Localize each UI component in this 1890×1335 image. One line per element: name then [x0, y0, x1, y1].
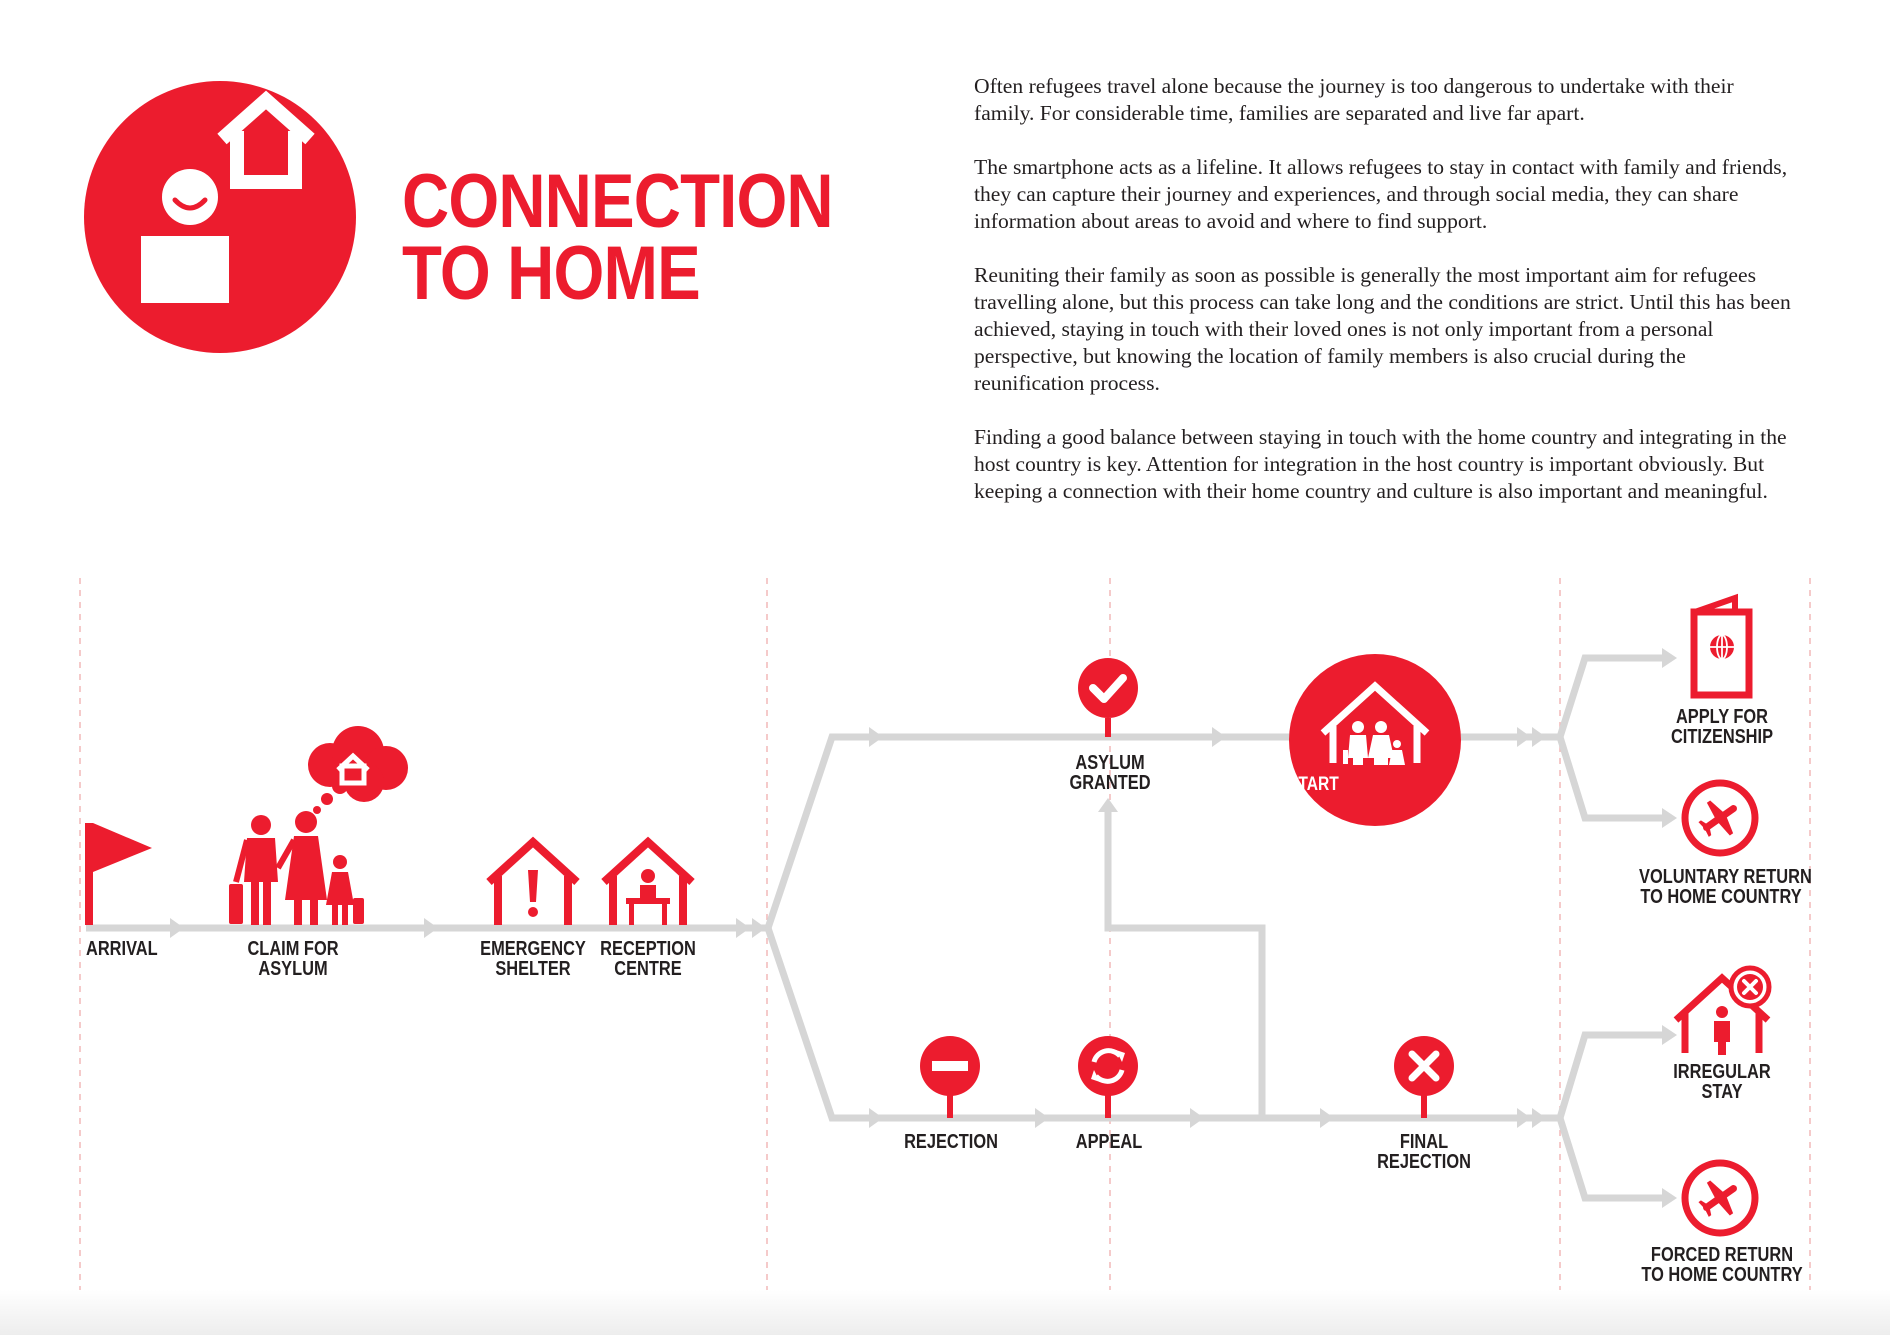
no-entry-icon: [920, 1036, 980, 1118]
label-irregular-line-2: STAY: [1701, 1081, 1743, 1103]
thought-bubble-house-icon: [308, 726, 408, 814]
title-line-1: CONNECTION: [402, 159, 833, 244]
label-forced-line-1: FORCED RETURN: [1650, 1244, 1794, 1266]
new-start-house-icon: [1289, 654, 1461, 826]
intro-paragraph: Reuniting their family as soon as possible is generally the most important aim for refugees travelling alone, but this process can take long and the conditions are strict. Until this has been achieved, staying in touch with their loved ones is not only important from a personal perspective, but knowing the location of family members is also crucial during the reunification process.: [974, 263, 1791, 395]
emergency-shelter-icon: [489, 842, 577, 925]
label-reception-line-1: RECEPTION: [600, 938, 696, 960]
label-granted-line-1: ASYLUM: [1075, 752, 1145, 774]
airplane-icon: [1685, 1163, 1755, 1233]
intro-paragraph: The smartphone acts as a lifeline. It allows refugees to stay in contact with family and friends, they can capture their journey and experiences, and through social media, they can share information about areas to avoid and where to find support.: [974, 155, 1788, 233]
label-asylum-granted: [1028, 753, 1192, 793]
reception-centre-icon: [604, 842, 692, 925]
label-voluntary-line-2: TO HOME COUNTRY: [1640, 886, 1802, 908]
page-bottom-edge: [0, 1290, 1890, 1335]
label-citizenship-line-1: APPLY FOR: [1675, 706, 1769, 728]
label-appeal-text: APPEAL: [1075, 1131, 1143, 1153]
x-icon: [1394, 1036, 1454, 1118]
label-reception-centre: [566, 939, 730, 979]
label-apply-for-citizenship: [1640, 707, 1804, 747]
label-shelter-line-2: SHELTER: [495, 958, 571, 980]
label-final-line-2: REJECTION: [1377, 1151, 1471, 1173]
label-granted-line-2: GRANTED: [1069, 772, 1151, 794]
passport-icon: [1694, 598, 1749, 695]
label-claim-line-1: CLAIM FOR: [247, 938, 339, 960]
airplane-icon: [1685, 783, 1755, 853]
title-line-2: TO HOME: [402, 231, 700, 316]
label-arrival-text: ARRIVAL: [86, 938, 158, 960]
intro-paragraph: Finding a good balance between staying in touch with the home country and integrating in the host country is key. Attention for integration in the host country is important obviously. But keeping a connection with their home country and culture is also important and meaningful.: [974, 425, 1787, 503]
flag-icon: [85, 823, 152, 925]
label-reception-line-2: CENTRE: [614, 958, 682, 980]
family-icon: [229, 811, 364, 925]
label-irregular-line-1: IRREGULAR: [1673, 1061, 1771, 1083]
label-shelter-line-1: EMERGENCY: [480, 938, 586, 960]
label-rejection: [869, 1132, 1033, 1152]
refresh-icon: [1078, 1036, 1138, 1118]
label-final-rejection: [1342, 1132, 1506, 1172]
label-final-line-1: FINAL: [1399, 1131, 1449, 1153]
label-new-start: NEW START: [1247, 774, 1339, 795]
irregular-stay-icon: [1676, 968, 1769, 1055]
label-citizenship-line-2: CITIZENSHIP: [1670, 726, 1774, 748]
label-voluntary-return: [1639, 866, 1812, 908]
label-forced-line-2: TO HOME COUNTRY: [1641, 1264, 1803, 1286]
label-rejection-text: REJECTION: [904, 1131, 998, 1153]
label-voluntary-line-1: VOLUNTARY RETURN: [1639, 866, 1812, 888]
label-claim-for-asylum: [211, 939, 375, 979]
checkmark-icon: [1078, 658, 1138, 737]
label-claim-line-2: ASYLUM: [258, 958, 328, 980]
label-appeal: [1027, 1132, 1191, 1152]
label-forced-return: [1640, 1245, 1804, 1285]
intro-paragraph: Often refugees travel alone because the journey is too dangerous to undertake with their family. For considerable time, families are separated and live far apart.: [974, 74, 1734, 125]
label-irregular-stay: [1640, 1062, 1804, 1102]
